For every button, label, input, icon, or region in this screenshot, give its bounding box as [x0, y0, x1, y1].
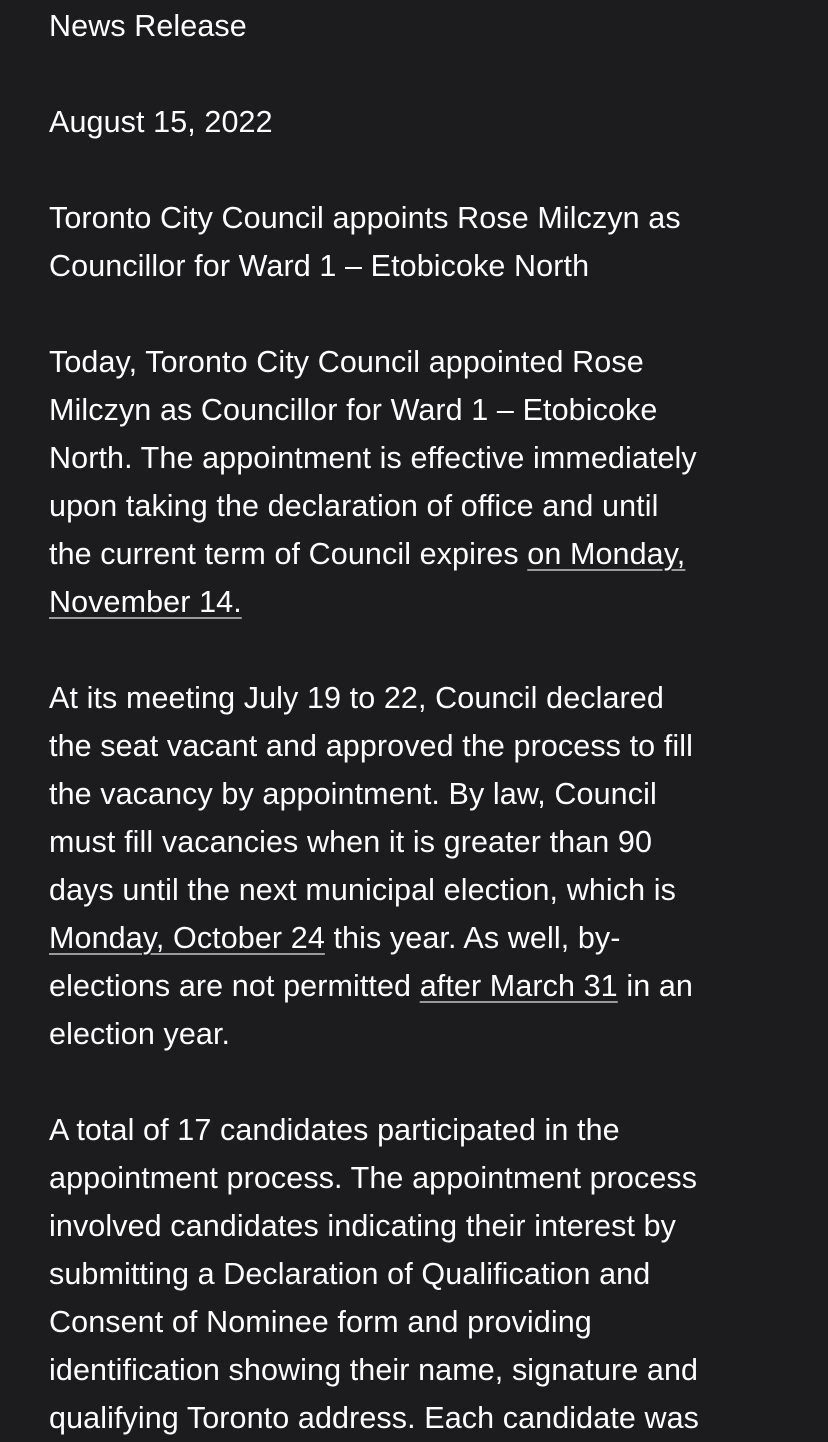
paragraph-line: appointment process. The appointment process	[49, 1161, 698, 1195]
paragraph-line: A total of 17 candidates participated in the	[49, 1113, 620, 1147]
release-date: August 15, 2022	[49, 105, 273, 139]
paragraph-line: Today, Toronto City Council appointed Rose	[49, 345, 644, 379]
paragraph-line	[49, 914, 621, 962]
date-link-november-14[interactable]: November 14.	[49, 585, 242, 619]
headline-line: Councillor for Ward 1 – Etobicoke North	[49, 249, 590, 283]
paragraph-line: upon taking the declaration of office and until	[49, 489, 659, 523]
paragraph-line	[49, 962, 693, 1010]
paragraph-text: the current term of Council expires	[49, 537, 528, 571]
paragraph-line: the seat vacant and approved the process to fill	[49, 729, 694, 763]
news-release-label: News Release	[49, 9, 247, 43]
paragraph-line: Consent of Nominee form and providing	[49, 1305, 592, 1339]
date-link-monday-november[interactable]: on Monday,	[527, 537, 686, 571]
paragraph-line: At its meeting July 19 to 22, Council declared	[49, 681, 664, 715]
paragraph-line: identification showing their name, signature and	[49, 1353, 699, 1387]
paragraph-text: in an	[617, 969, 693, 1003]
headline-line: Toronto City Council appoints Rose Milczyn as	[49, 201, 681, 235]
paragraph-line: qualifying Toronto address. Each candidate was	[49, 1401, 700, 1435]
paragraph-line: North. The appointment is effective immediately	[49, 441, 697, 475]
paragraph-line	[49, 530, 685, 578]
paragraph-line: days until the next municipal election, which is	[49, 873, 676, 907]
paragraph-text: this year. As well, by-	[324, 921, 621, 955]
paragraph-text: elections are not permitted	[49, 969, 420, 1003]
date-link-october-24[interactable]: Monday, October 24	[49, 921, 325, 955]
date-link-march-31[interactable]: after March 31	[419, 969, 618, 1003]
paragraph-line: the vacancy by appointment. By law, Council	[49, 777, 657, 811]
paragraph-line: Milczyn as Councillor for Ward 1 – Etobicoke	[49, 393, 658, 427]
paragraph-line: election year.	[49, 1017, 231, 1051]
paragraph-line	[49, 578, 242, 626]
paragraph-line: must fill vacancies when it is greater than 90	[49, 825, 653, 859]
paragraph-line: submitting a Declaration of Qualification and	[49, 1257, 651, 1291]
paragraph-line: involved candidates indicating their interest by	[49, 1209, 677, 1243]
